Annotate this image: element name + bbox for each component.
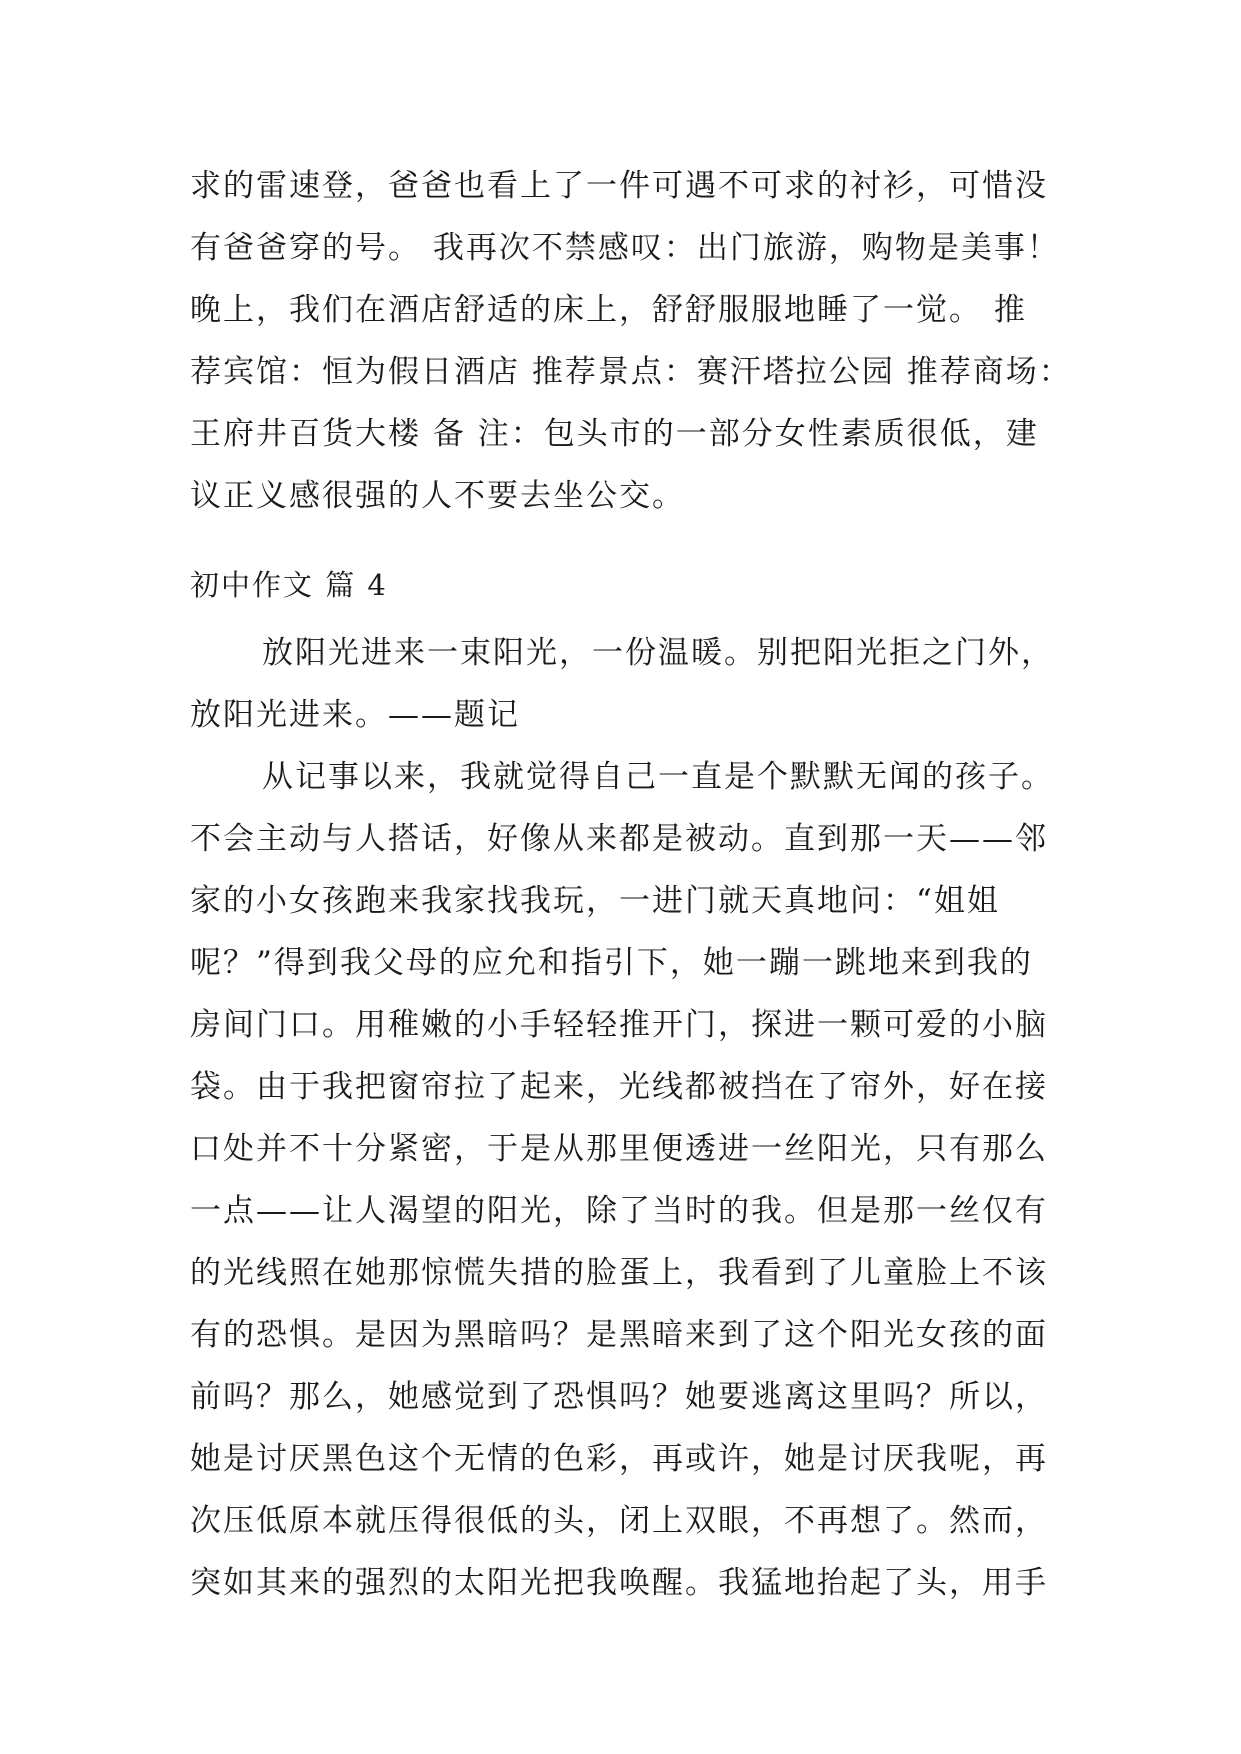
text-line: 荐宾馆：恒为假日酒店 推荐景点：赛汗塔拉公园 推荐商场：	[190, 354, 1072, 390]
text-line: 有爸爸穿的号。 我再次不禁感叹：出门旅游，购物是美事！	[190, 230, 1060, 266]
text-line: 前吗？那么，她感觉到了恐惧吗？她要逃离这里吗？所以，	[190, 1379, 1048, 1415]
text-line: 求的雷速登，爸爸也看上了一件可遇不可求的衬衫，可惜没	[190, 168, 1048, 204]
text-line: 放阳光进来一束阳光，一份温暖。别把阳光拒之门外，	[262, 635, 1054, 671]
text-line: 次压低原本就压得很低的头，闭上双眼，不再想了。然而，	[190, 1503, 1048, 1539]
text-line: 袋。由于我把窗帘拉了起来，光线都被挡在了帘外，好在接	[190, 1069, 1048, 1105]
text-line: 家的小女孩跑来我家找我玩，一进门就天真地问：“姐姐	[190, 883, 1000, 919]
text-line: 的光线照在她那惊慌失措的脸蛋上，我看到了儿童脸上不该	[190, 1255, 1048, 1291]
text-line: 她是讨厌黑色这个无情的色彩，再或许，她是讨厌我呢，再	[190, 1441, 1048, 1477]
text-line: 从记事以来，我就觉得自己一直是个默默无闻的孩子。	[262, 759, 1054, 795]
text-line: 王府井百货大楼 备 注：包头市的一部分女性素质很低，建	[190, 416, 1039, 452]
essay-3-ending	[190, 155, 1070, 527]
text-line: 口处并不十分紧密，于是从那里便透进一丝阳光，只有那么	[190, 1131, 1048, 1167]
text-line: 放阳光进来。——题记	[190, 697, 520, 733]
text-line: 突如其来的强烈的太阳光把我唤醒。我猛地抬起了头，用手	[190, 1565, 1048, 1601]
section-heading: 初中作文 篇 4	[190, 568, 388, 602]
text-line: 议正义感很强的人不要去坐公交。	[190, 478, 685, 514]
essay-4-body	[190, 622, 1070, 1614]
text-line: 呢？”得到我父母的应允和指引下，她一蹦一跳地来到我的	[190, 945, 1033, 981]
text-line: 晚上，我们在酒店舒适的床上，舒舒服服地睡了一觉。 推	[190, 292, 1027, 328]
text-line: 有的恐惧。是因为黑暗吗？是黑暗来到了这个阳光女孩的面	[190, 1317, 1048, 1353]
text-line: 一点——让人渴望的阳光，除了当时的我。但是那一丝仅有	[190, 1193, 1048, 1229]
text-line: 房间门口。用稚嫩的小手轻轻推开门，探进一颗可爱的小脑	[190, 1007, 1048, 1043]
text-line: 不会主动与人搭话，好像从来都是被动。直到那一天——邻	[190, 821, 1048, 857]
